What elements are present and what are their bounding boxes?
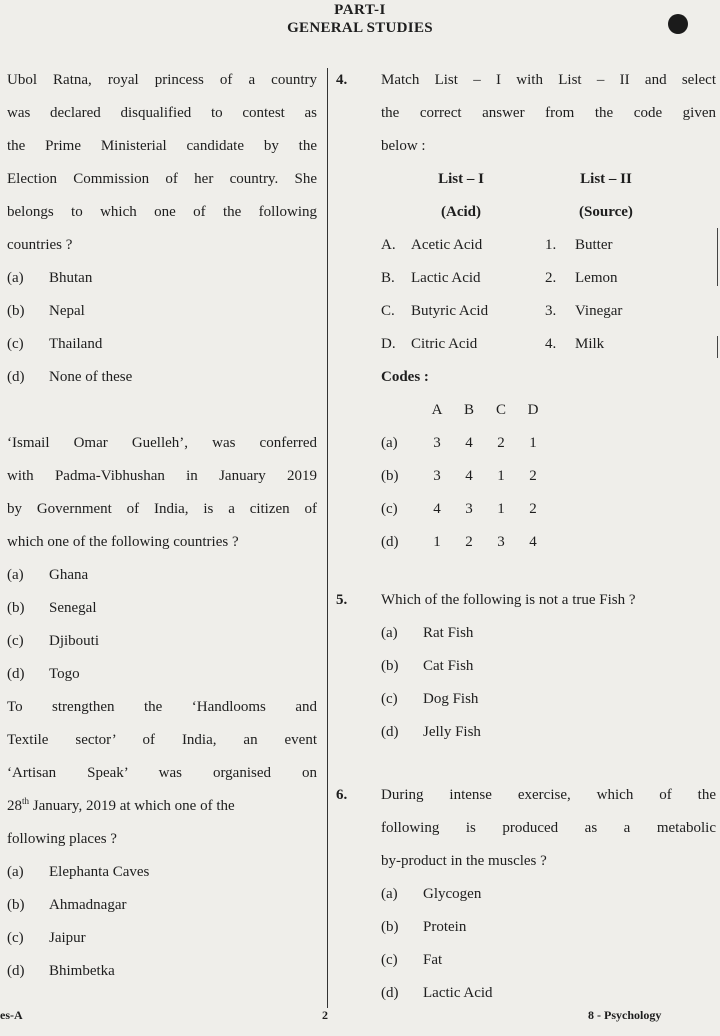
option-d: (d) Lactic Acid bbox=[381, 985, 493, 1001]
option-c: (c) Thailand bbox=[7, 336, 103, 352]
question-number: 6. bbox=[336, 787, 348, 803]
question-text-line: Election Commission of her country. She bbox=[7, 171, 317, 187]
option-b: (b) Senegal bbox=[7, 600, 97, 616]
option-d: (d) Togo bbox=[7, 666, 80, 682]
code-option-b: (b) 3 4 1 2 bbox=[381, 468, 537, 484]
question-text-line: the Prime Ministerial candidate by the bbox=[7, 138, 317, 154]
list-2-title: List – II bbox=[580, 171, 632, 187]
match-row: A. Acetic Acid 1. Butter bbox=[381, 237, 613, 253]
option-c: (c) Dog Fish bbox=[381, 691, 479, 707]
question-3 bbox=[7, 691, 317, 988]
question-1 bbox=[7, 64, 317, 394]
codes-label: Codes : bbox=[381, 369, 429, 385]
corner-dot-mark bbox=[668, 14, 688, 34]
option-d: (d) Jelly Fish bbox=[381, 724, 481, 740]
question-text-line: which one of the following countries ? bbox=[7, 534, 239, 550]
option-d: (d) None of these bbox=[7, 369, 133, 385]
question-text-line: ‘Ismail Omar Guelleh’, was conferred bbox=[7, 435, 317, 451]
column-divider bbox=[327, 68, 328, 1008]
option-a: (a) Bhutan bbox=[7, 270, 93, 286]
spacer bbox=[336, 559, 716, 584]
match-row: D. Citric Acid 4. Milk bbox=[381, 336, 605, 352]
section-heading: GENERAL STUDIES bbox=[287, 20, 433, 36]
option-b: (b) Nepal bbox=[7, 303, 85, 319]
question-text-line: below : bbox=[381, 138, 426, 154]
footer-series: es-A bbox=[0, 1008, 23, 1022]
code-option-c: (c) 4 3 1 2 bbox=[381, 501, 537, 517]
option-c: (c) Jaipur bbox=[7, 930, 86, 946]
option-a: (a) Rat Fish bbox=[381, 625, 474, 641]
question-text-line: To strengthen the ‘Handlooms and bbox=[7, 699, 317, 715]
left-column bbox=[7, 64, 317, 988]
edge-mark bbox=[717, 336, 718, 358]
option-b: (b) Protein bbox=[381, 919, 467, 935]
question-text-line: by-product in the muscles ? bbox=[381, 853, 547, 869]
question-text-line: belongs to which one of the following bbox=[7, 204, 317, 220]
right-column bbox=[336, 64, 716, 1010]
footer-subject: 8 - Psychology bbox=[588, 1008, 662, 1022]
option-a: (a) Glycogen bbox=[381, 886, 482, 902]
option-a: (a) Ghana bbox=[7, 567, 89, 583]
spacer bbox=[336, 749, 716, 779]
option-d: (d) Bhimbetka bbox=[7, 963, 115, 979]
question-text-line: the correct answer from the code given bbox=[381, 105, 716, 121]
question-text-line: Textile sector’ of India, an event bbox=[7, 732, 317, 748]
codes-table bbox=[381, 394, 549, 559]
question-text-line: During intense exercise, which of the bbox=[381, 787, 716, 803]
list-1-subtitle: (Acid) bbox=[441, 204, 481, 220]
question-4 bbox=[336, 64, 716, 559]
list-1-title: List – I bbox=[438, 171, 484, 187]
spacer bbox=[7, 394, 317, 427]
option-b: (b) Ahmadnagar bbox=[7, 897, 127, 913]
question-text-line: following places ? bbox=[7, 831, 117, 847]
question-text-line: Ubol Ratna, royal princess of a country bbox=[7, 72, 317, 88]
question-text-line: Match List – I with List – II and select bbox=[381, 72, 716, 88]
code-option-d: (d) 1 2 3 4 bbox=[381, 534, 537, 550]
list-2-subtitle: (Source) bbox=[579, 204, 633, 220]
option-c: (c) Fat bbox=[381, 952, 443, 968]
question-2 bbox=[7, 427, 317, 691]
question-5 bbox=[336, 584, 716, 749]
question-text-line: 28th January, 2019 at which one of the bbox=[7, 796, 235, 814]
footer-page-number: 2 bbox=[322, 1008, 328, 1022]
question-text-line: by Government of India, is a citizen of bbox=[7, 501, 317, 517]
match-row: B. Lactic Acid 2. Lemon bbox=[381, 270, 618, 286]
question-text-line: countries ? bbox=[7, 237, 73, 253]
question-text-line: following is produced as a metabolic bbox=[381, 820, 716, 836]
code-option-a: (a) 3 4 2 1 bbox=[381, 435, 537, 451]
match-row: C. Butyric Acid 3. Vinegar bbox=[381, 303, 623, 319]
question-text-line: Which of the following is not a true Fish ? bbox=[381, 592, 636, 608]
option-c: (c) Djibouti bbox=[7, 633, 100, 649]
edge-mark bbox=[717, 228, 718, 286]
codes-header-row: A B C D bbox=[431, 402, 539, 418]
question-text-line: with Padma-Vibhushan in January 2019 bbox=[7, 468, 317, 484]
question-number: 5. bbox=[336, 592, 348, 608]
question-text-line: was declared disqualified to contest as bbox=[7, 105, 317, 121]
option-a: (a) Elephanta Caves bbox=[7, 864, 150, 880]
match-table bbox=[381, 163, 671, 361]
question-6 bbox=[336, 779, 716, 1010]
option-b: (b) Cat Fish bbox=[381, 658, 474, 674]
question-text-line: ‘Artisan Speak’ was organised on bbox=[7, 765, 317, 781]
question-number: 4. bbox=[336, 72, 348, 88]
part-heading: PART-I bbox=[334, 2, 386, 18]
